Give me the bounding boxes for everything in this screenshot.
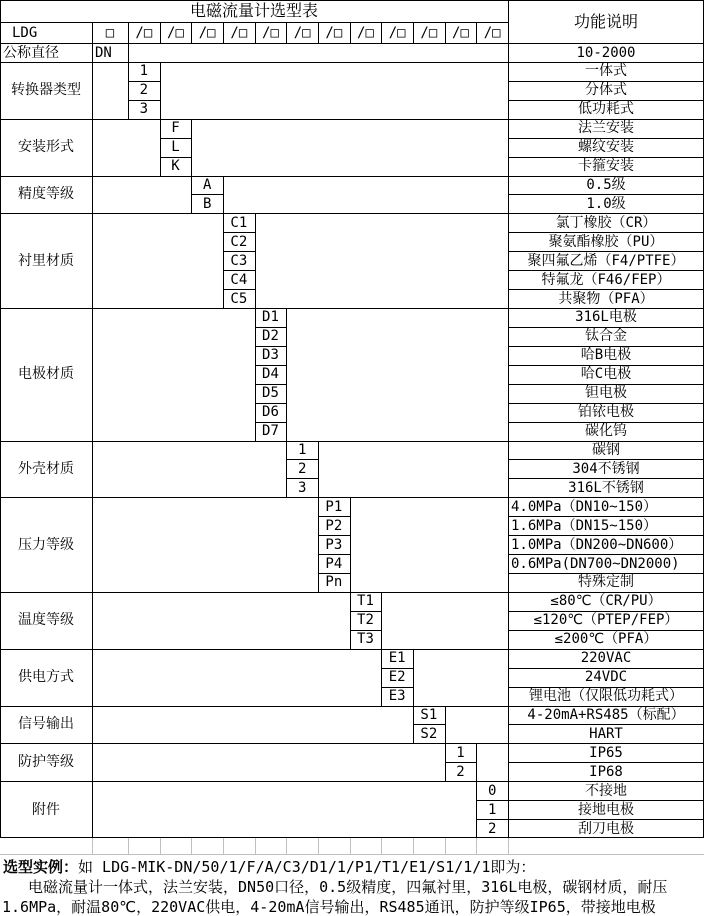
option-code: L xyxy=(171,139,180,156)
section-label: 电极材质 xyxy=(18,366,74,383)
option-code: 2 xyxy=(297,460,307,477)
grid-line xyxy=(0,854,704,855)
option-code: 3 xyxy=(297,479,307,496)
option-description: 304不锈钢 xyxy=(572,460,640,477)
model-code-box: /□ xyxy=(262,24,279,41)
option-description: 特殊定制 xyxy=(578,574,634,591)
option-code: D7 xyxy=(262,423,279,440)
grid-line xyxy=(92,838,93,854)
diameter-code: DN xyxy=(95,44,112,61)
section-label: 外壳材质 xyxy=(18,460,74,477)
option-description: 1.0MPa（DN200~DN600） xyxy=(511,536,683,553)
grid-line xyxy=(92,22,93,838)
example-heading: 选型实例： xyxy=(3,858,79,876)
option-description: 316L不锈钢 xyxy=(568,479,644,496)
example-line-1: 电磁流量计一体式，法兰安装，DN50口径，0.5级精度，四氟衬里，316L电极，碳钢材质，耐压 xyxy=(28,878,668,896)
option-description: 碳化钨 xyxy=(585,423,627,440)
option-code: 1 xyxy=(487,801,497,818)
model-code-box: □ xyxy=(105,24,115,41)
grid-line xyxy=(381,838,382,854)
option-description: 氯丁橡胶（CR） xyxy=(555,214,657,231)
option-code: 2 xyxy=(487,820,497,837)
option-code: E3 xyxy=(388,688,406,705)
option-code: 2 xyxy=(456,763,465,780)
option-code: 1 xyxy=(456,744,465,761)
option-code: E2 xyxy=(388,669,406,686)
grid-line xyxy=(703,0,704,838)
option-code: 3 xyxy=(139,101,149,118)
option-description: 哈B电极 xyxy=(580,347,632,364)
option-description: ≤200℃（PFA） xyxy=(554,631,658,648)
model-code-box: /□ xyxy=(357,24,374,41)
option-description: 4-20mA+RS485（标配） xyxy=(527,707,685,723)
section-label: 供电方式 xyxy=(18,669,74,686)
grid-line xyxy=(445,838,446,854)
option-description: 螺纹安装 xyxy=(578,139,634,156)
grid-line xyxy=(255,838,256,854)
grid-line xyxy=(318,838,319,854)
section-label: 安装形式 xyxy=(18,139,74,156)
option-description: 220VAC xyxy=(580,650,632,667)
option-code: T2 xyxy=(357,612,374,629)
grid-line xyxy=(128,43,129,62)
option-code: 2 xyxy=(139,82,149,99)
option-description: 特氟龙（F46/FEP） xyxy=(541,271,671,288)
section-label: 衬里材质 xyxy=(18,252,74,269)
option-description: 低功耗式 xyxy=(578,101,634,118)
option-description: 4.0MPa（DN10~150） xyxy=(511,498,658,515)
option-description: 不接地 xyxy=(585,782,627,799)
option-code: D1 xyxy=(262,309,279,326)
option-description: 1.0级 xyxy=(586,195,626,212)
option-description: 铂铱电极 xyxy=(578,404,634,421)
grid-line xyxy=(255,213,256,308)
option-code: B xyxy=(202,195,212,212)
section-label: 防护等级 xyxy=(18,754,74,771)
grid-line xyxy=(128,838,129,854)
option-code: 1 xyxy=(139,63,149,80)
model-code-box: /□ xyxy=(420,24,438,41)
option-code: C5 xyxy=(230,290,248,307)
grid-line xyxy=(223,838,224,854)
option-code: P3 xyxy=(325,536,343,553)
option-description: 刮刀电极 xyxy=(578,820,634,837)
option-code: C4 xyxy=(230,271,248,288)
model-code-box: /□ xyxy=(198,24,216,41)
model-code-box: /□ xyxy=(230,24,248,41)
option-description: 0.6MPa(DN700~DN2000) xyxy=(511,555,680,572)
option-description: 聚氨酯橡胶（PU） xyxy=(548,233,664,250)
option-code: Pn xyxy=(325,574,343,591)
section-label: 精度等级 xyxy=(18,186,74,203)
option-code: K xyxy=(171,158,180,175)
option-code: D3 xyxy=(262,347,279,364)
grid-line xyxy=(381,592,382,649)
option-description: 哈C电极 xyxy=(580,366,632,383)
option-code: C2 xyxy=(230,233,248,250)
grid-line xyxy=(413,838,414,854)
function-column-header: 功能说明 xyxy=(573,11,638,31)
option-description: 卡箍安装 xyxy=(578,158,634,175)
grid-line xyxy=(191,838,192,854)
model-code-box: /□ xyxy=(135,24,153,41)
table-title: 电磁流量计选型表 xyxy=(189,1,318,20)
option-code: F xyxy=(171,120,180,137)
example-heading-line xyxy=(3,857,535,876)
option-code: E1 xyxy=(388,650,406,667)
option-description: ≤120℃（PTEP/FEP） xyxy=(533,612,679,629)
option-description: 1.6MPa（DN15~150） xyxy=(511,517,658,534)
option-description: ≤80℃（CR/PU） xyxy=(550,593,662,610)
grid-line xyxy=(476,838,477,854)
option-description: 接地电极 xyxy=(578,801,634,818)
option-code: T3 xyxy=(357,631,374,648)
option-code: S1 xyxy=(420,707,438,723)
option-description: IP65 xyxy=(589,744,623,761)
option-description: 锂电池（仅限低功耗式） xyxy=(529,688,683,705)
option-description: 钛合金 xyxy=(585,328,627,345)
option-description: 一体式 xyxy=(585,63,627,80)
option-code: D5 xyxy=(262,385,279,402)
option-code: P4 xyxy=(325,555,343,572)
grid-line xyxy=(160,838,161,854)
model-code-box: /□ xyxy=(167,24,184,41)
grid-line xyxy=(0,0,704,1)
option-code: 1 xyxy=(297,441,307,458)
option-code: D6 xyxy=(262,404,279,421)
option-code: D2 xyxy=(262,328,279,345)
section-label: 压力等级 xyxy=(18,536,74,553)
option-description: 316L电极 xyxy=(575,309,637,326)
option-description: 钽电极 xyxy=(585,385,627,402)
option-description: HART xyxy=(589,725,623,742)
section-label: 转换器类型 xyxy=(11,82,81,99)
grid-line xyxy=(350,838,351,854)
option-description: 共聚物（PFA） xyxy=(558,290,654,307)
option-code: 0 xyxy=(487,782,497,799)
option-code: P1 xyxy=(325,498,343,515)
grid-line xyxy=(286,838,287,854)
section-label: 信号输出 xyxy=(18,716,74,733)
option-description: 聚四氟乙烯（F4/PTFE） xyxy=(527,252,685,269)
grid-line xyxy=(413,649,414,706)
option-code: C1 xyxy=(230,214,248,231)
section-label: 附件 xyxy=(32,801,60,818)
grid-line xyxy=(350,497,351,592)
grid-line xyxy=(508,838,509,854)
option-code: P2 xyxy=(325,517,343,534)
option-code: C3 xyxy=(230,252,248,269)
example-code: 如 LDG-MIK-DN/50/1/F/A/C3/D1/1/P1/T1/E1/S1/1/1即为： xyxy=(78,858,536,876)
model-code-box: /□ xyxy=(483,24,501,41)
model-code-box: /□ xyxy=(388,24,406,41)
option-description: 法兰安装 xyxy=(578,120,634,137)
option-description: IP68 xyxy=(589,763,623,780)
option-description: 24VDC xyxy=(584,669,628,686)
option-code: T1 xyxy=(357,593,374,610)
model-code-box: /□ xyxy=(452,24,469,41)
option-description: 碳钢 xyxy=(592,441,620,458)
diameter-label: 公称直径 xyxy=(3,44,59,61)
option-description: 0.5级 xyxy=(586,176,626,193)
model-code-box: /□ xyxy=(325,24,343,41)
grid-line xyxy=(160,62,161,119)
model-code-box: /□ xyxy=(293,24,311,41)
option-description: 分体式 xyxy=(585,82,627,99)
grid-line xyxy=(0,43,704,44)
example-line-2: 1.6MPa，耐温80℃，220VAC供电，4-20mA信号输出，RS485通讯，防护等级IP65，带接地电极 xyxy=(2,898,656,916)
diameter-range: 10-2000 xyxy=(576,44,636,61)
grid-line xyxy=(191,119,192,176)
section-label: 温度等级 xyxy=(18,612,74,629)
model-prefix: LDG xyxy=(12,24,38,41)
option-code: A xyxy=(202,176,212,193)
grid-line xyxy=(318,441,319,498)
option-code: D4 xyxy=(262,366,279,383)
option-code: S2 xyxy=(420,725,438,742)
